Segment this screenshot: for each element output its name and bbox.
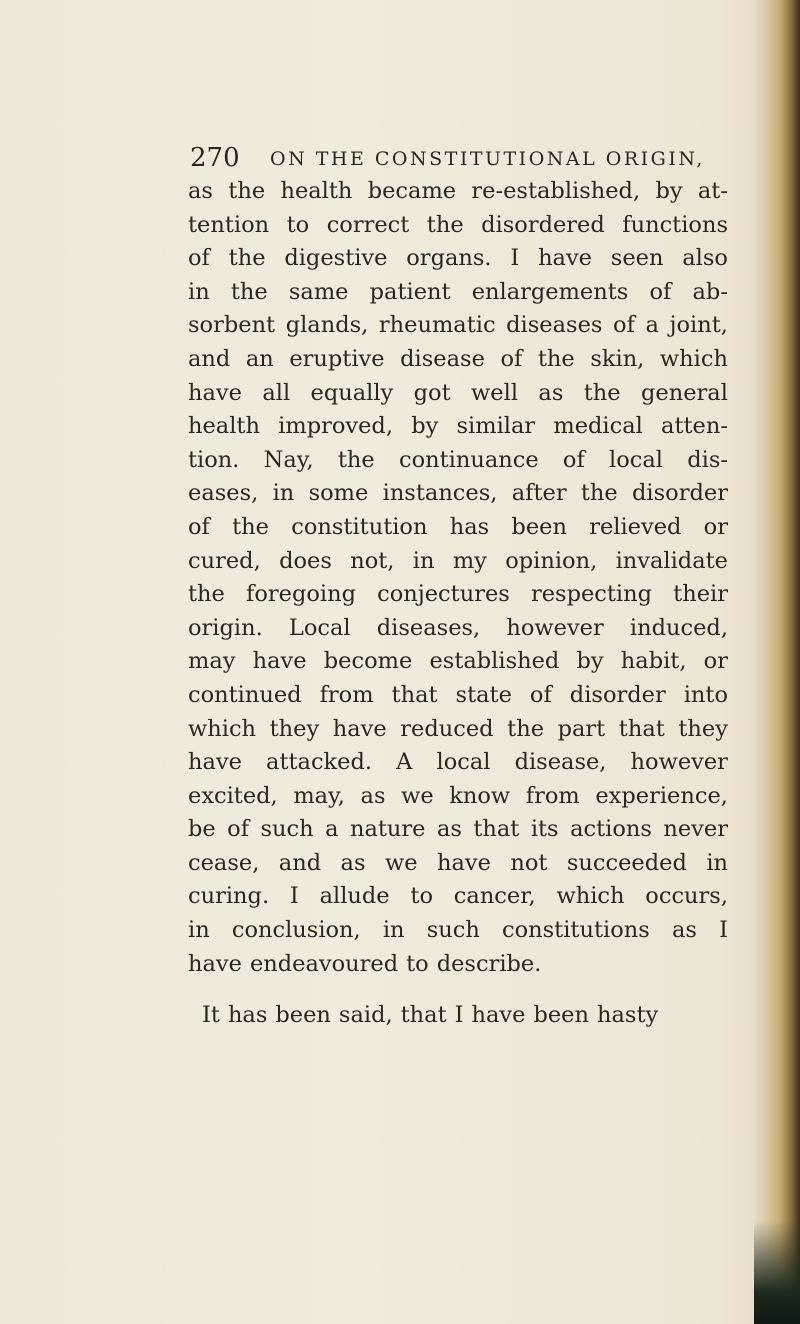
running-head: ON THE CONSTITUTIONAL ORIGIN, (270, 148, 705, 170)
text-line: continued from that state of disorder into (188, 681, 728, 708)
text-line: in conclusion, in such constitutions as I (188, 917, 728, 944)
text-line: which they have reduced the part that they (188, 715, 728, 742)
text-line: cease, and as we have not succeeded in (188, 849, 728, 876)
text-line: have all equally got well as the general (188, 379, 728, 406)
page-edge (754, 0, 800, 1324)
text-line: sorbent glands, rheumatic diseases of a joint, (188, 312, 728, 339)
body-text (188, 175, 728, 1033)
text-line: have endeavoured to describe. (188, 950, 542, 977)
text-line: It has been said, that I have been hasty (202, 1002, 659, 1029)
text-line: the foregoing conjectures respecting their (188, 581, 728, 608)
text-line: tion. Nay, the continuance of local dis- (188, 446, 728, 473)
text-line: curing. I allude to cancer, which occurs, (188, 883, 728, 910)
text-line: cured, does not, in my opinion, invalidate (188, 547, 728, 574)
text-line: of the digestive organs. I have seen also (188, 245, 728, 272)
text-line: tention to correct the disordered functions (188, 211, 728, 238)
text-line: have attacked. A local disease, however (188, 749, 728, 776)
text-line: eases, in some instances, after the disorder (188, 480, 728, 507)
paragraph-1 (188, 175, 728, 981)
text-line: be of such a nature as that its actions never (188, 816, 728, 843)
text-line: as the health became re-established, by at- (188, 178, 728, 204)
text-line: and an eruptive disease of the skin, which (188, 345, 728, 372)
page-number: 270 (190, 143, 240, 173)
page-edge-shadow (754, 1220, 800, 1324)
text-line: in the same patient enlargements of ab- (188, 278, 728, 305)
paragraph-2 (188, 999, 728, 1033)
text-line: health improved, by similar medical atten- (188, 413, 728, 440)
text-line: origin. Local diseases, however induced, (188, 614, 728, 641)
text-line: may have become established by habit, or (188, 648, 728, 675)
text-line: of the constitution has been relieved or (188, 513, 728, 540)
text-line: excited, may, as we know from experience, (188, 782, 728, 809)
